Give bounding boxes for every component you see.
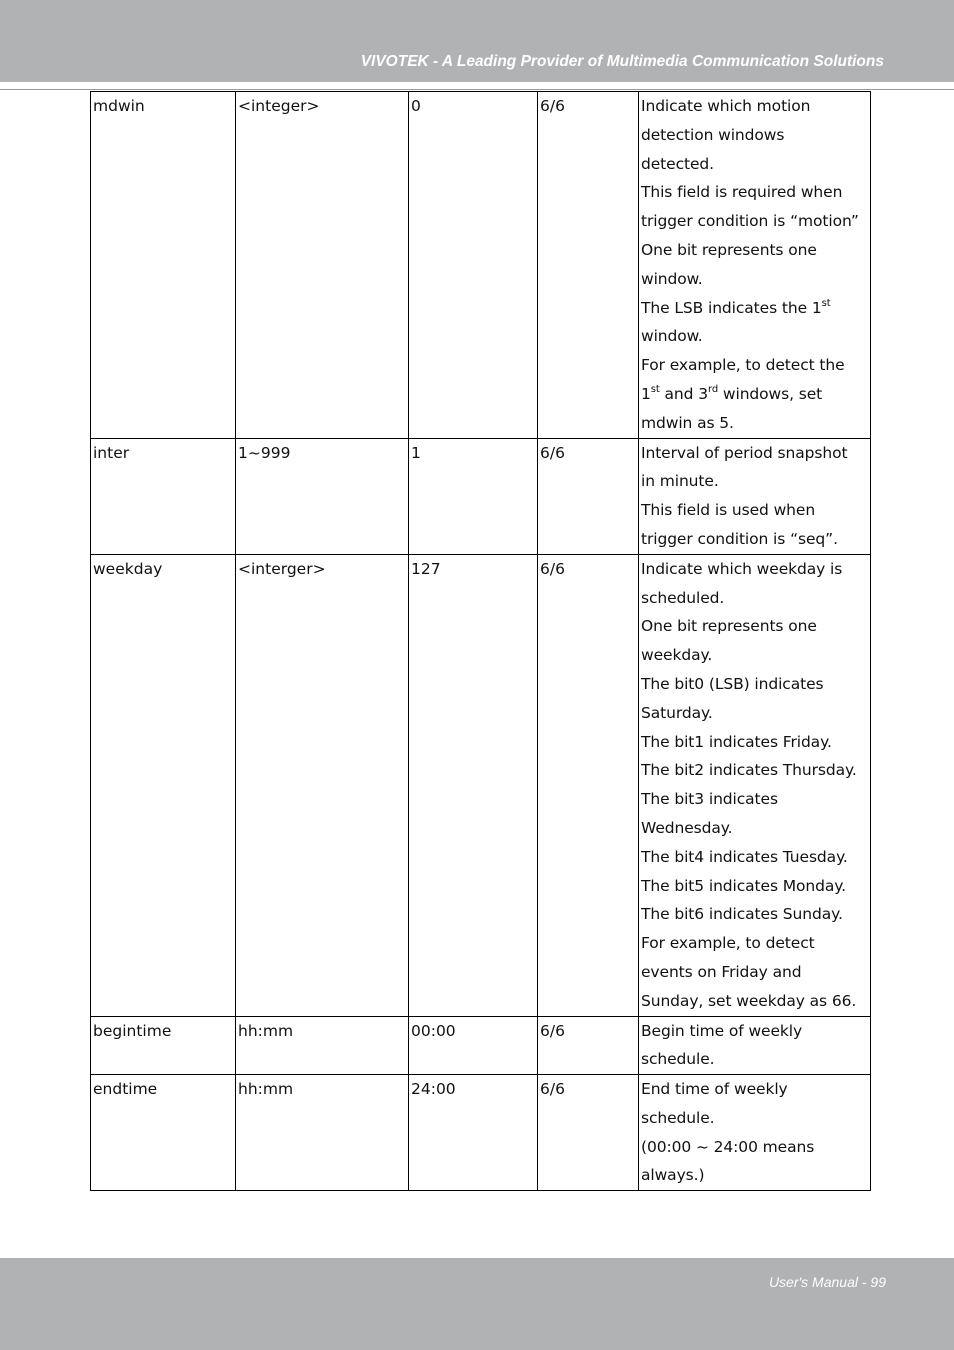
description-text: and 3 <box>659 384 708 403</box>
param-name: weekday <box>91 554 236 1016</box>
table-row-endtime <box>91 1075 871 1191</box>
description-line: Wednesday. <box>641 818 733 837</box>
param-default: 00:00 <box>409 1016 538 1075</box>
description-line: The bit3 indicates <box>641 790 778 809</box>
description-line: trigger condition is “motion” <box>641 212 859 231</box>
description-line: always.) <box>641 1166 705 1185</box>
description-line: The bit0 (LSB) indicates <box>641 674 824 693</box>
description-line: The bit1 indicates Friday. <box>641 732 832 751</box>
description-line: Begin time of weekly <box>641 1021 803 1040</box>
description-line: Indicate which motion <box>641 97 811 115</box>
footer-band <box>0 1258 954 1350</box>
description-line: mdwin as 5. <box>641 413 734 432</box>
ordinal-suffix: st <box>650 383 660 395</box>
parameter-table <box>90 91 871 1191</box>
param-value: hh:mm <box>236 1016 409 1075</box>
description-line: This field is required when <box>641 183 843 202</box>
description-line: window. <box>641 327 703 346</box>
description-line: For example, to detect the <box>641 356 845 375</box>
param-value: hh:mm <box>236 1075 409 1191</box>
param-name: begintime <box>91 1016 236 1075</box>
description-line: This field is used when <box>641 501 816 520</box>
param-value: <integer> <box>236 92 409 439</box>
table-row-begintime <box>91 1016 871 1075</box>
header-divider <box>0 89 954 90</box>
description-line: One bit represents one <box>641 240 817 259</box>
description-line: (00:00 ~ 24:00 means <box>641 1137 815 1156</box>
param-value: 1~999 <box>236 438 409 554</box>
param-security: 6/6 <box>538 554 639 1016</box>
param-name: mdwin <box>91 92 236 439</box>
page-number: User's Manual - 99 <box>768 1274 886 1290</box>
description-line: The bit2 indicates Thursday. <box>641 761 857 780</box>
param-description <box>639 92 871 439</box>
param-security: 6/6 <box>538 1075 639 1191</box>
description-line: The bit5 indicates Monday. <box>641 876 846 895</box>
description-text: 1 <box>641 384 651 403</box>
description-line: Interval of period snapshot <box>641 443 848 462</box>
param-default: 1 <box>409 438 538 554</box>
description-line: schedule. <box>641 1050 715 1069</box>
ordinal-suffix: rd <box>707 383 719 395</box>
param-name: inter <box>91 438 236 554</box>
header-title: VIVOTEK - A Leading Provider of Multimedia Communication Solutions <box>360 53 884 70</box>
description-line: detected. <box>641 154 714 173</box>
description-line <box>641 294 868 323</box>
ordinal-suffix: st <box>821 297 831 309</box>
param-default: 0 <box>409 92 538 439</box>
table-row-inter <box>91 438 871 554</box>
description-line: events on Friday and <box>641 962 802 981</box>
description-line: For example, to detect <box>641 934 815 953</box>
param-security: 6/6 <box>538 92 639 439</box>
description-line: The bit6 indicates Sunday. <box>641 905 843 924</box>
description-line: Saturday. <box>641 703 713 722</box>
table-row-mdwin <box>91 92 871 439</box>
description-text: windows, set <box>718 384 823 403</box>
param-description <box>639 554 871 1016</box>
param-default: 127 <box>409 554 538 1016</box>
param-description <box>639 1075 871 1191</box>
description-text: The LSB indicates the 1 <box>641 298 822 317</box>
param-description <box>639 1016 871 1075</box>
description-line <box>641 380 868 409</box>
param-description <box>639 438 871 554</box>
description-line: window. <box>641 269 703 288</box>
description-line: scheduled. <box>641 588 725 607</box>
param-security: 6/6 <box>538 1016 639 1075</box>
table-row-weekday <box>91 554 871 1016</box>
description-line: schedule. <box>641 1108 715 1127</box>
param-value: <interger> <box>236 554 409 1016</box>
description-line: detection windows <box>641 125 785 144</box>
param-default: 24:00 <box>409 1075 538 1191</box>
param-name: endtime <box>91 1075 236 1191</box>
description-line: One bit represents one <box>641 617 817 636</box>
description-line: Indicate which weekday is <box>641 559 843 578</box>
description-line: The bit4 indicates Tuesday. <box>641 847 848 866</box>
description-line: trigger condition is “seq”. <box>641 529 838 548</box>
description-line: End time of weekly <box>641 1080 788 1099</box>
description-line: weekday. <box>641 646 713 665</box>
param-security: 6/6 <box>538 438 639 554</box>
description-line: Sunday, set weekday as 66. <box>641 991 857 1010</box>
description-line: in minute. <box>641 472 719 491</box>
